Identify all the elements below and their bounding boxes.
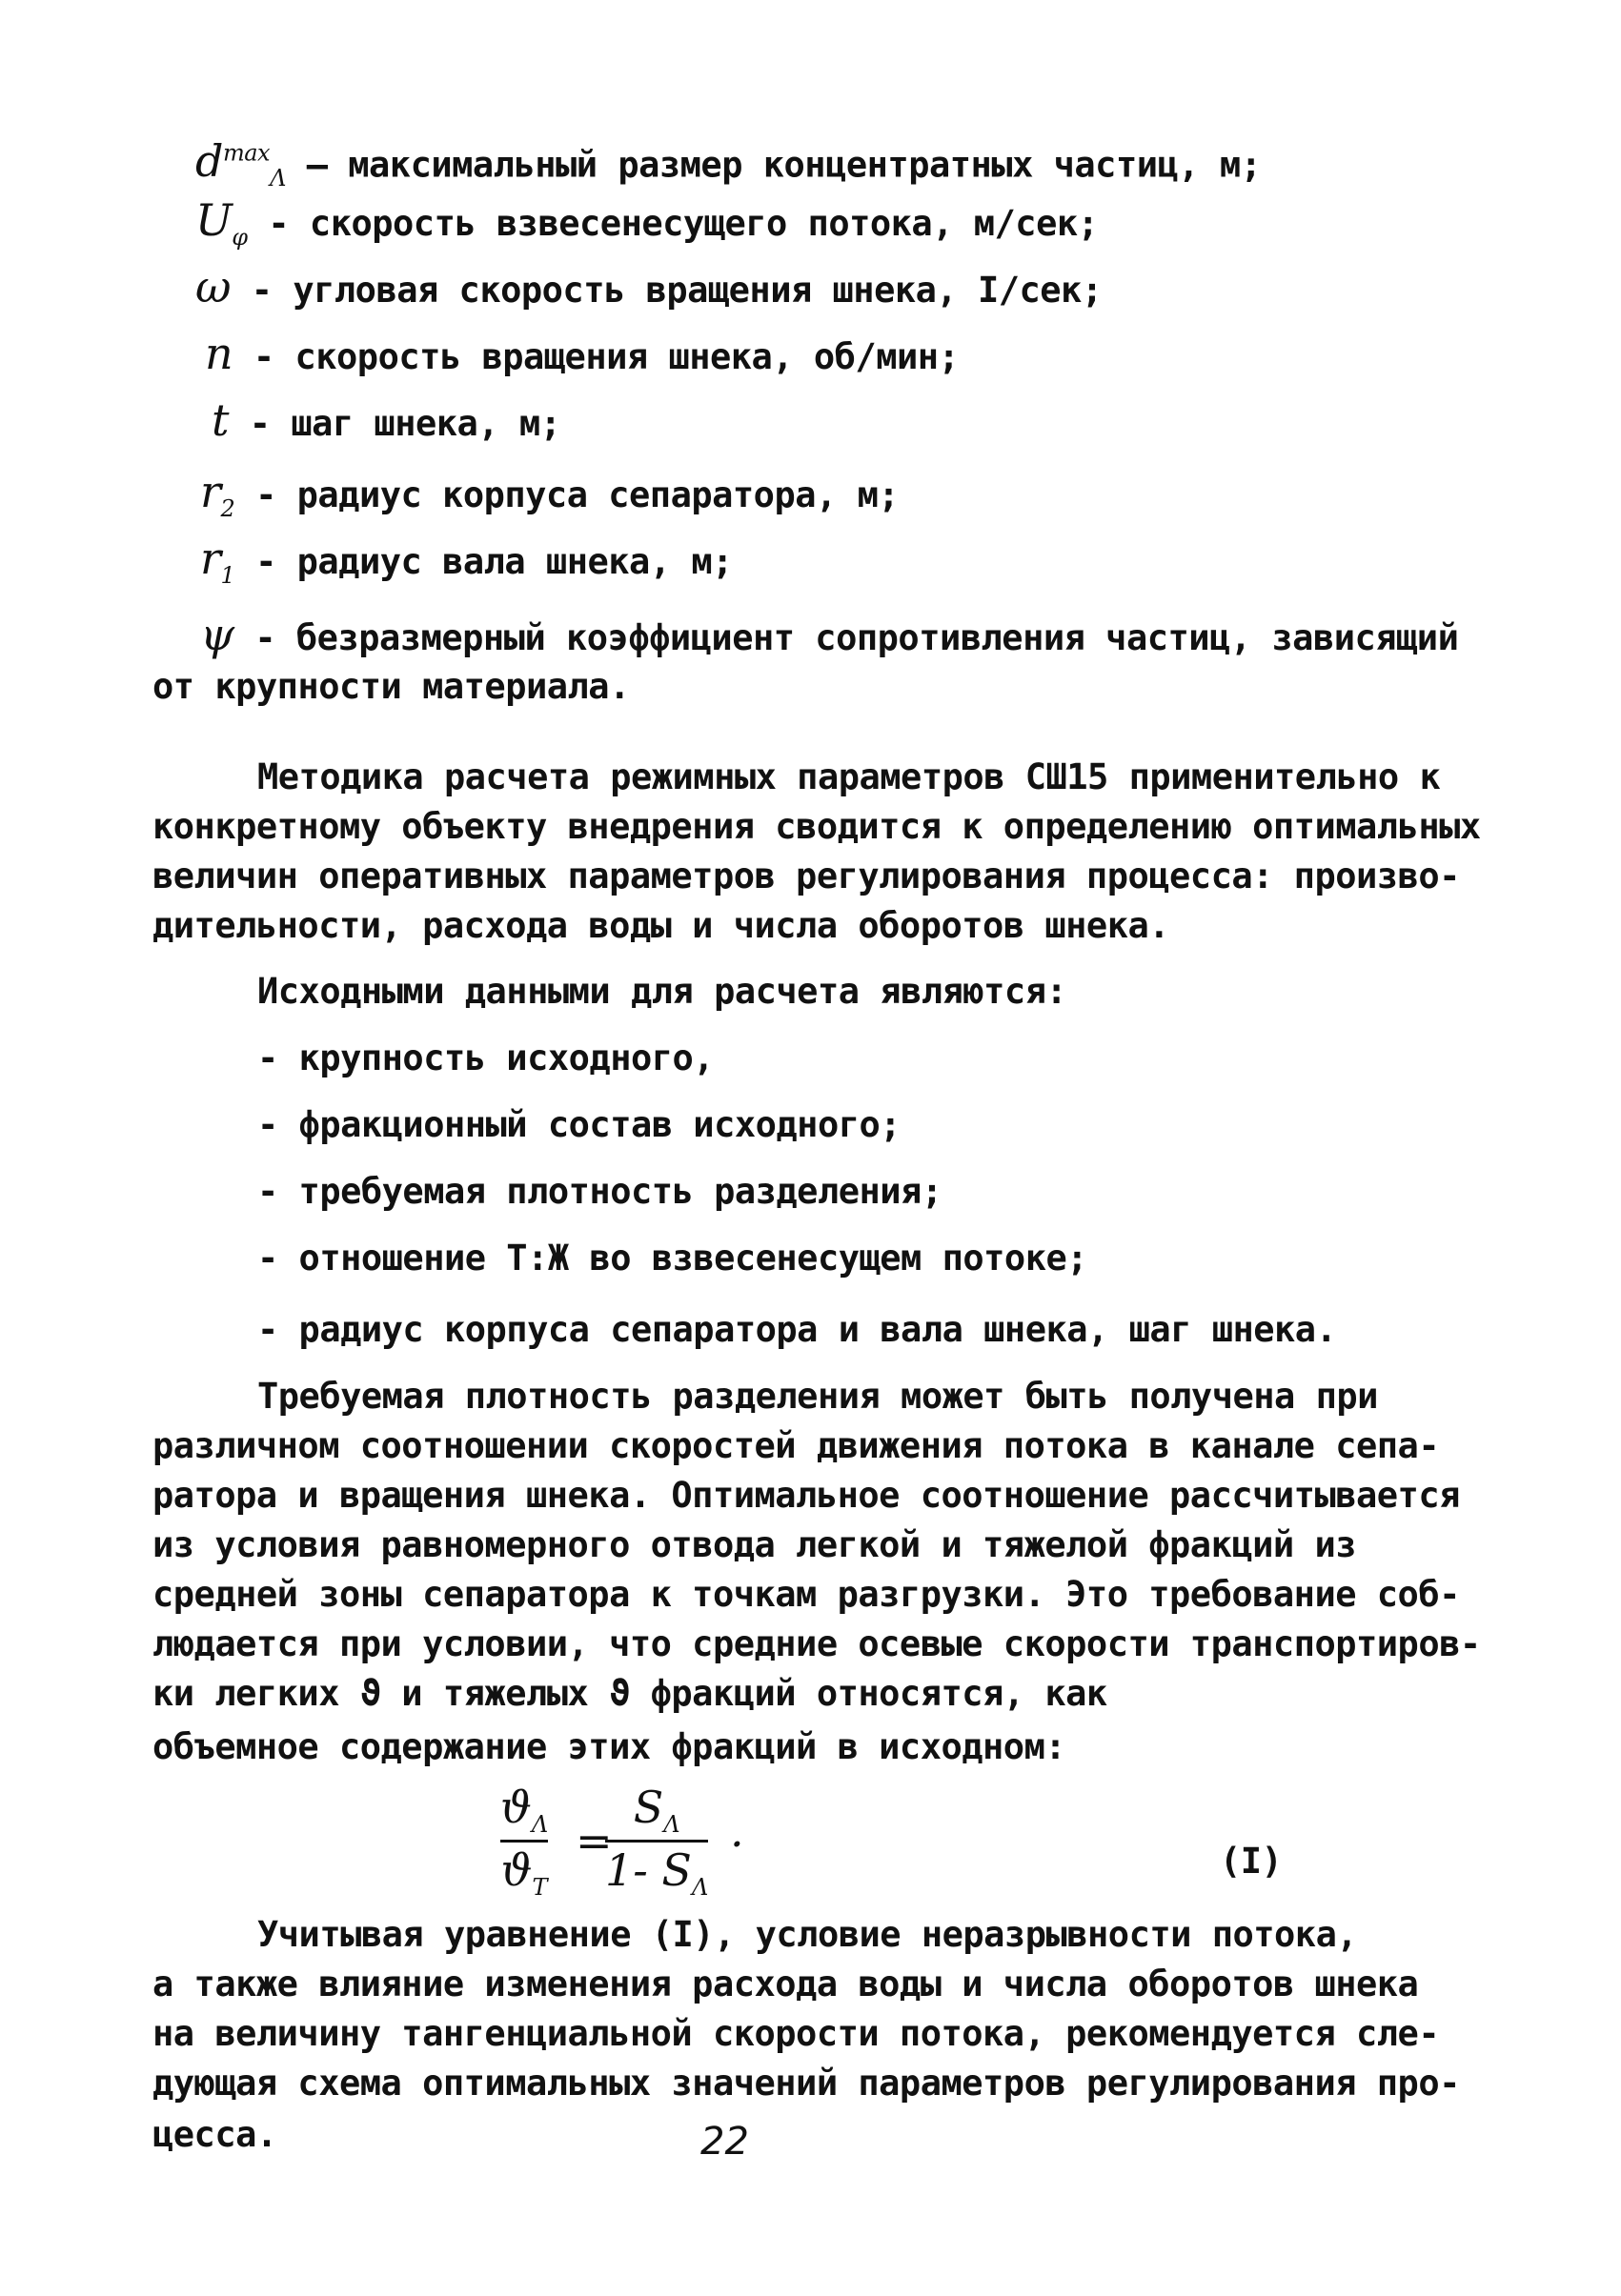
symbol-d: $d^{max}_\Lambda$ <box>195 135 286 192</box>
symbol-psi: ψ <box>200 609 234 660</box>
definition-text: - угловая скорость вращения шнека, I/сек; <box>251 270 1103 311</box>
definition-text: - безразмерный коэффициент сопротивления частиц, зависящий <box>254 617 1459 658</box>
formula-rhs-denominator: 1- $S_\Lambda$ <box>605 1844 709 1902</box>
paragraph-line: ратора и вращения шнека. Оптимальное соотношение рассчитывается <box>152 1475 1460 1516</box>
definition-n <box>205 329 959 382</box>
list-item: - требуемая плотность разделения; <box>257 1171 942 1212</box>
definition-omega <box>195 262 1103 315</box>
paragraph-line: дующая схема оптимальных значений параметров регулирования про- <box>152 2063 1460 2104</box>
list-item: - фракционный состав исходного; <box>257 1104 902 1145</box>
formula-rhs-numerator: $S_\Lambda$ <box>633 1782 680 1839</box>
page-number: 22 <box>700 2120 749 2164</box>
paragraph-line: людается при условии, что средние осевые скорости транспортиров- <box>152 1623 1481 1664</box>
symbol-r1: $r_1$ <box>200 533 235 590</box>
paragraph-line: ки легких ϑ и тяжелых ϑ фракций относятся, как <box>152 1673 1107 1714</box>
paragraph-line: конкретному объекту внедрения сводится к определению оптимальных <box>152 806 1481 847</box>
paragraph-line: из условия равномерного отвода легкой и тяжелой фракций из <box>152 1524 1357 1565</box>
formula-number: (I) <box>1220 1841 1283 1882</box>
definition-t <box>212 395 560 449</box>
formula-equals: = <box>576 1815 613 1866</box>
formula-lhs-denominator: $ϑ_T$ <box>500 1844 548 1902</box>
fraction-bar <box>605 1840 708 1843</box>
definition-text: - радиус корпуса сепаратора, м; <box>255 474 900 515</box>
fraction-bar <box>500 1840 548 1843</box>
definition-text: – максимальный размер концентратных частиц, м; <box>306 144 1262 186</box>
formula-rhs-fraction <box>605 1782 708 1901</box>
definition-continuation: от крупности материала. <box>152 666 630 707</box>
formula-lhs-numerator: $ϑ_\Lambda$ <box>500 1782 549 1839</box>
paragraph-line: а также влияние изменения расхода воды и числа оборотов шнека <box>152 1964 1419 2004</box>
definition-u <box>195 195 1098 262</box>
formula-dot: . <box>730 1805 744 1857</box>
paragraph-line: Требуемая плотность разделения может быть получена при <box>257 1376 1378 1417</box>
definition-r1 <box>200 534 733 600</box>
definition-text: - скорость вращения шнека, об/мин; <box>253 336 960 377</box>
list-item: - отношение Т:Ж во взвесенесущем потоке; <box>257 1238 1088 1279</box>
symbol-r2: $r_2$ <box>200 466 235 523</box>
paragraph-line: различном соотношении скоростей движения потока в канале сепа- <box>152 1425 1440 1466</box>
paragraph-line: средней зоны сепаратора к точкам разгрузки. Это требование соб- <box>152 1574 1460 1615</box>
paragraph-line: объемное содержание этих фракций в исходном: <box>152 1726 1066 1767</box>
list-item: - крупность исходного, <box>257 1037 715 1078</box>
definition-text: - радиус вала шнека, м; <box>255 541 733 582</box>
definition-text: - скорость взвесенесущего потока, м/сек; <box>268 203 1099 244</box>
symbol-omega: ω <box>195 261 232 312</box>
formula-lhs-fraction <box>500 1782 548 1901</box>
paragraph-line: величин оперативных параметров регулирования процесса: произво- <box>152 856 1460 896</box>
paragraph-line: цесса. <box>152 2114 277 2155</box>
definition-text: - шаг шнека, м; <box>249 403 561 444</box>
list-intro: Исходными данными для расчета являются: <box>257 971 1067 1012</box>
symbol-u: $U_\varphi$ <box>195 194 248 252</box>
paragraph-line: Методика расчета режимных параметров СШ15 применительно к <box>257 756 1441 797</box>
symbol-t: t <box>212 394 229 446</box>
paragraph-line: на величину тангенциальной скорости потока, рекомендуется сле- <box>152 2013 1440 2054</box>
definition-psi <box>200 610 1458 663</box>
symbol-n: n <box>205 328 233 379</box>
definition-dmax <box>195 129 1261 204</box>
list-item: - радиус корпуса сепаратора и вала шнека, шаг шнека. <box>257 1309 1337 1350</box>
paragraph-line: Учитывая уравнение (I), условие неразрывности потока, <box>257 1914 1358 1955</box>
definition-r2 <box>200 467 899 534</box>
paragraph-line: дительности, расхода воды и числа оборотов шнека. <box>152 905 1170 946</box>
